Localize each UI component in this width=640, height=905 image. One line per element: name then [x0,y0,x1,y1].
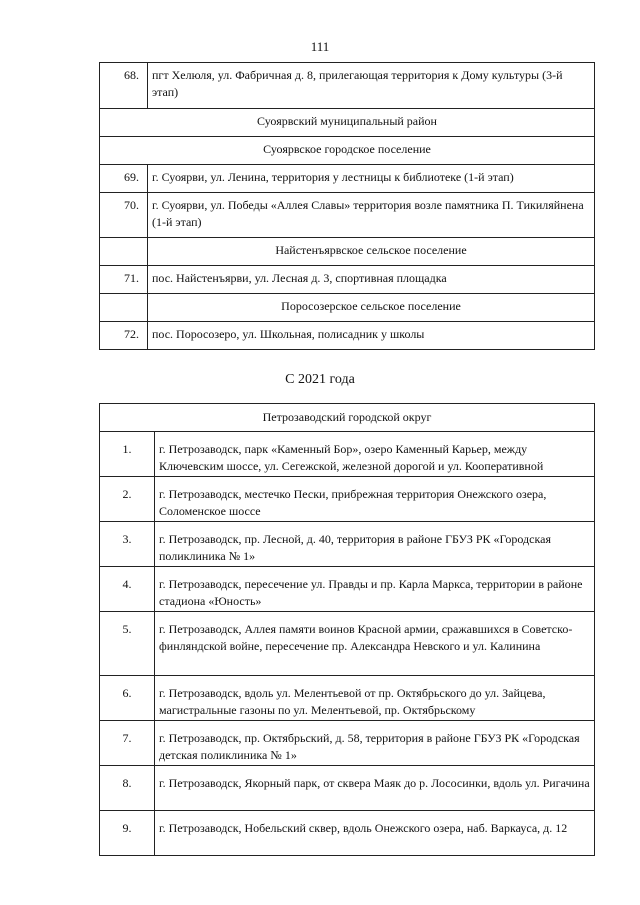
row-text: г. Суоярви, ул. Победы «Аллея Славы» территория возле памятника П. Тикиляйнена (1-й этап) [148,193,595,238]
row-text: г. Петрозаводск, Нобельский сквер, вдоль Онежского озера, наб. Варкауса, д. 12 [155,811,595,856]
row-text: пгт Хелюля, ул. Фабричная д. 8, прилегающая территория к Дому культуры (3-й этап) [148,63,595,109]
settlement-header: Суоярвское городское поселение [100,137,595,165]
table-row [100,193,595,238]
petrozavodsk-table [99,403,595,856]
settlement-header: Найстенъярвское сельское поселение [148,238,595,266]
table-row [100,522,595,567]
table-row [100,432,595,477]
row-text: г. Петрозаводск, вдоль ул. Мелентьевой от пр. Октябрьского до ул. Зайцева, магистральные газоны по ул. Мелентьевой, пр. Октябрьскому [155,676,595,721]
row-number: 68. [100,63,148,109]
section-header-row [100,238,595,266]
table-row [100,322,595,350]
row-number: 71. [100,266,148,294]
districts-table [99,62,595,350]
row-number: 6. [100,676,155,721]
section-header-row [100,294,595,322]
row-text: г. Петрозаводск, парк «Каменный Бор», озеро Каменный Карьер, между Ключевским шоссе, ул. Сегежской, железной дорогой и ул. Кооперативной [155,432,595,477]
district-header: Петрозаводский городской округ [100,404,595,432]
row-text: пос. Поросозеро, ул. Школьная, полисадник у школы [148,322,595,350]
row-text: г. Петрозаводск, пр. Октябрьский, д. 58, территория в районе ГБУЗ РК «Городская детская поликлиника № 1» [155,721,595,766]
page-number: 111 [310,39,330,54]
table-row [100,165,595,193]
row-text: г. Петрозаводск, Аллея памяти воинов Красной армии, сражавшихся в Советско-финляндской войне, пересечение пр. Александра Невского и ул. Калинина [155,612,595,676]
row-text: г. Петрозаводск, Якорный парк, от сквера Маяк до р. Лососинки, вдоль ул. Ригачина [155,766,595,811]
row-text: г. Петрозаводск, местечко Пески, прибрежная территория Онежского озера, Соломенское шоссе [155,477,595,522]
row-number: 7. [100,721,155,766]
row-number: 2. [100,477,155,522]
section-title: С 2021 года [285,372,355,387]
table-row [100,811,595,856]
section-header-row [100,109,595,137]
table-row [100,612,595,676]
row-text: пос. Найстенъярви, ул. Лесная д. 3, спортивная площадка [148,266,595,294]
table-row [100,63,595,109]
row-number: 1. [100,432,155,477]
row-text: г. Петрозаводск, пр. Лесной, д. 40, территория в районе ГБУЗ РК «Городская поликлиника № 1» [155,522,595,567]
table-row [100,676,595,721]
row-number: 3. [100,522,155,567]
row-text: г. Петрозаводск, пересечение ул. Правды и пр. Карла Маркса, территории в районе стадиона «Юность» [155,567,595,612]
table-row [100,477,595,522]
row-number: 72. [100,322,148,350]
row-number: 8. [100,766,155,811]
row-number: 5. [100,612,155,676]
table-row [100,567,595,612]
section-header-row [100,404,595,432]
row-text: г. Суоярви, ул. Ленина, территория у лестницы к библиотеке (1-й этап) [148,165,595,193]
row-number: 4. [100,567,155,612]
row-number: 69. [100,165,148,193]
settlement-header: Поросозерское сельское поселение [148,294,595,322]
row-number: 9. [100,811,155,856]
district-header: Суоярвский муниципальный район [100,109,595,137]
table-row [100,266,595,294]
section-header-row [100,137,595,165]
row-number: 70. [100,193,148,238]
table-row [100,721,595,766]
table-row [100,766,595,811]
